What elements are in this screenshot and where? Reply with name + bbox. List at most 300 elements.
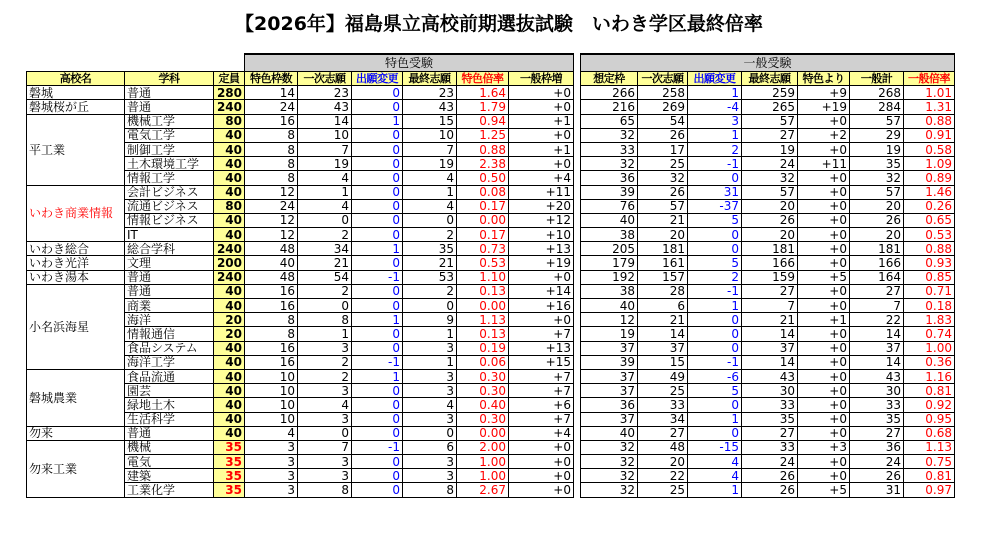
quota-cell: 40 [214, 426, 245, 440]
special-slots-cell: 12 [245, 185, 298, 199]
department-name: 建築 [125, 469, 214, 483]
general-first-apply-cell: 28 [638, 284, 688, 298]
special-slots-cell: 4 [245, 426, 298, 440]
school-name: いわき湯本 [27, 270, 125, 284]
general-total-cell: 27 [850, 426, 904, 440]
general-first-apply-cell: 22 [638, 469, 688, 483]
expected-slots-cell: 32 [581, 157, 638, 171]
header-general-total: 一般計 [850, 72, 904, 86]
general-increase-cell: +13 [509, 242, 574, 256]
quota-cell: 200 [214, 256, 245, 270]
quota-cell: 40 [214, 341, 245, 355]
special-first-apply-cell: 7 [298, 440, 352, 454]
special-slots-cell: 16 [245, 341, 298, 355]
general-change-cell: 5 [688, 384, 742, 398]
school-name: 勿来工業 [27, 440, 125, 497]
special-slots-cell: 3 [245, 469, 298, 483]
special-change-cell: 0 [352, 199, 403, 213]
quota-cell: 40 [214, 128, 245, 142]
department-name: 会計ビジネス [125, 185, 214, 199]
quota-cell: 40 [214, 299, 245, 313]
special-first-apply-cell: 21 [298, 256, 352, 270]
column-header-row [27, 72, 955, 86]
general-increase-cell: +0 [509, 100, 574, 114]
special-ratio-cell: 0.08 [457, 185, 509, 199]
general-total-cell: 24 [850, 455, 904, 469]
general-final-cell: 33 [742, 398, 798, 412]
general-ratio-cell: 0.71 [904, 284, 955, 298]
quota-cell: 35 [214, 483, 245, 497]
school-name: 勿来 [27, 426, 125, 440]
general-ratio-cell: 1.13 [904, 440, 955, 454]
table-row [27, 100, 955, 114]
general-exam-group: 一般受験 [581, 54, 955, 72]
general-total-cell: 26 [850, 469, 904, 483]
from-special-cell: +0 [798, 355, 850, 369]
from-special-cell: +0 [798, 412, 850, 426]
general-first-apply-cell: 21 [638, 213, 688, 227]
general-increase-cell: +0 [509, 270, 574, 284]
special-ratio-cell: 0.00 [457, 426, 509, 440]
general-first-apply-cell: 161 [638, 256, 688, 270]
special-final-cell: 0 [403, 426, 457, 440]
general-change-cell: 0 [688, 313, 742, 327]
special-change-cell: 0 [352, 284, 403, 298]
from-special-cell: +0 [798, 242, 850, 256]
general-total-cell: 37 [850, 341, 904, 355]
quota-cell: 40 [214, 369, 245, 383]
from-special-cell: +0 [798, 455, 850, 469]
department-name: 食品システム [125, 341, 214, 355]
special-first-apply-cell: 0 [298, 299, 352, 313]
table-row [27, 142, 955, 156]
general-first-apply-cell: 34 [638, 412, 688, 426]
header-special-final: 最終志願 [403, 72, 457, 86]
general-increase-cell: +20 [509, 199, 574, 213]
special-first-apply-cell: 4 [298, 398, 352, 412]
special-slots-cell: 8 [245, 142, 298, 156]
general-first-apply-cell: 21 [638, 313, 688, 327]
special-change-cell: 0 [352, 100, 403, 114]
special-slots-cell: 24 [245, 199, 298, 213]
general-change-cell: -1 [688, 157, 742, 171]
expected-slots-cell: 32 [581, 440, 638, 454]
general-increase-cell: +7 [509, 369, 574, 383]
expected-slots-cell: 76 [581, 199, 638, 213]
general-first-apply-cell: 181 [638, 242, 688, 256]
special-final-cell: 23 [403, 86, 457, 100]
general-final-cell: 20 [742, 199, 798, 213]
special-slots-cell: 8 [245, 157, 298, 171]
special-ratio-cell: 0.13 [457, 327, 509, 341]
general-change-cell: 1 [688, 299, 742, 313]
general-final-cell: 26 [742, 483, 798, 497]
general-total-cell: 166 [850, 256, 904, 270]
special-final-cell: 4 [403, 398, 457, 412]
general-total-cell: 284 [850, 100, 904, 114]
special-slots-cell: 8 [245, 313, 298, 327]
special-change-cell: 0 [352, 157, 403, 171]
general-final-cell: 26 [742, 469, 798, 483]
special-final-cell: 3 [403, 384, 457, 398]
expected-slots-cell: 19 [581, 327, 638, 341]
special-first-apply-cell: 2 [298, 284, 352, 298]
special-slots-cell: 8 [245, 128, 298, 142]
table-row [27, 384, 955, 398]
header-expected-slots: 想定枠 [581, 72, 638, 86]
special-first-apply-cell: 43 [298, 100, 352, 114]
special-slots-cell: 16 [245, 355, 298, 369]
from-special-cell: +0 [798, 369, 850, 383]
general-change-cell: 0 [688, 228, 742, 242]
general-total-cell: 7 [850, 299, 904, 313]
header-general-change: 出願変更 [688, 72, 742, 86]
special-ratio-cell: 1.79 [457, 100, 509, 114]
table-row [27, 440, 955, 454]
from-special-cell: +19 [798, 100, 850, 114]
general-final-cell: 14 [742, 355, 798, 369]
department-name: 機械工学 [125, 114, 214, 128]
special-first-apply-cell: 3 [298, 469, 352, 483]
general-first-apply-cell: 57 [638, 199, 688, 213]
general-increase-cell: +0 [509, 440, 574, 454]
from-special-cell: +0 [798, 114, 850, 128]
department-name: 総合学科 [125, 242, 214, 256]
special-final-cell: 3 [403, 369, 457, 383]
special-ratio-cell: 0.30 [457, 412, 509, 426]
from-special-cell: +0 [798, 284, 850, 298]
special-change-cell: 0 [352, 341, 403, 355]
general-ratio-cell: 0.92 [904, 398, 955, 412]
general-first-apply-cell: 157 [638, 270, 688, 284]
special-change-cell: 0 [352, 86, 403, 100]
special-slots-cell: 10 [245, 369, 298, 383]
expected-slots-cell: 36 [581, 171, 638, 185]
general-ratio-cell: 0.36 [904, 355, 955, 369]
table-row [27, 157, 955, 171]
header-quota: 定員 [214, 72, 245, 86]
special-change-cell: 1 [352, 242, 403, 256]
special-ratio-cell: 1.13 [457, 313, 509, 327]
general-first-apply-cell: 33 [638, 398, 688, 412]
department-name: 情報ビジネス [125, 213, 214, 227]
department-name: IT [125, 228, 214, 242]
general-ratio-cell: 0.65 [904, 213, 955, 227]
special-slots-cell: 3 [245, 483, 298, 497]
special-first-apply-cell: 8 [298, 313, 352, 327]
expected-slots-cell: 33 [581, 142, 638, 156]
general-final-cell: 27 [742, 128, 798, 142]
special-change-cell: 0 [352, 384, 403, 398]
special-first-apply-cell: 19 [298, 157, 352, 171]
special-slots-cell: 12 [245, 228, 298, 242]
general-final-cell: 24 [742, 455, 798, 469]
special-change-cell: 1 [352, 313, 403, 327]
general-final-cell: 20 [742, 228, 798, 242]
general-increase-cell: +13 [509, 341, 574, 355]
expected-slots-cell: 266 [581, 86, 638, 100]
general-change-cell: -6 [688, 369, 742, 383]
special-ratio-cell: 0.73 [457, 242, 509, 256]
special-ratio-cell: 0.40 [457, 398, 509, 412]
general-change-cell: 1 [688, 412, 742, 426]
school-name: 磐城 [27, 86, 125, 100]
table-row [27, 270, 955, 284]
special-slots-cell: 24 [245, 100, 298, 114]
table-row [27, 199, 955, 213]
special-slots-cell: 16 [245, 299, 298, 313]
general-first-apply-cell: 14 [638, 327, 688, 341]
department-name: 情報工学 [125, 171, 214, 185]
expected-slots-cell: 216 [581, 100, 638, 114]
from-special-cell: +0 [798, 213, 850, 227]
header-special-slots: 特色枠数 [245, 72, 298, 86]
general-increase-cell: +1 [509, 114, 574, 128]
special-first-apply-cell: 2 [298, 355, 352, 369]
general-change-cell: 5 [688, 213, 742, 227]
from-special-cell: +0 [798, 341, 850, 355]
special-ratio-cell: 2.00 [457, 440, 509, 454]
general-ratio-cell: 1.09 [904, 157, 955, 171]
general-final-cell: 159 [742, 270, 798, 284]
header-general-increase: 一般枠増 [509, 72, 574, 86]
general-change-cell: 1 [688, 86, 742, 100]
general-change-cell: 0 [688, 341, 742, 355]
general-ratio-cell: 0.89 [904, 171, 955, 185]
department-name: 流通ビジネス [125, 199, 214, 213]
general-final-cell: 21 [742, 313, 798, 327]
special-final-cell: 4 [403, 199, 457, 213]
special-change-cell: 0 [352, 483, 403, 497]
special-slots-cell: 8 [245, 171, 298, 185]
special-final-cell: 1 [403, 355, 457, 369]
school-name: いわき商業情報 [27, 185, 125, 242]
quota-cell: 40 [214, 142, 245, 156]
special-first-apply-cell: 0 [298, 426, 352, 440]
general-ratio-cell: 1.83 [904, 313, 955, 327]
table-row [27, 426, 955, 440]
special-final-cell: 1 [403, 185, 457, 199]
special-first-apply-cell: 1 [298, 327, 352, 341]
special-first-apply-cell: 10 [298, 128, 352, 142]
department-name: 電気 [125, 455, 214, 469]
quota-cell: 40 [214, 398, 245, 412]
special-change-cell: 0 [352, 213, 403, 227]
special-change-cell: 0 [352, 426, 403, 440]
general-total-cell: 33 [850, 398, 904, 412]
general-change-cell: 3 [688, 114, 742, 128]
special-first-apply-cell: 54 [298, 270, 352, 284]
general-ratio-cell: 1.46 [904, 185, 955, 199]
table-row [27, 341, 955, 355]
general-change-cell: -4 [688, 100, 742, 114]
from-special-cell: +0 [798, 327, 850, 341]
page-title: 【2026年】福島県立高校前期選抜試験 いわき学区最終倍率 [235, 13, 763, 35]
special-ratio-cell: 1.25 [457, 128, 509, 142]
general-increase-cell: +4 [509, 171, 574, 185]
general-change-cell: 0 [688, 426, 742, 440]
header-special-ratio: 特色倍率 [457, 72, 509, 86]
general-final-cell: 27 [742, 426, 798, 440]
department-name: 土木環境工学 [125, 157, 214, 171]
general-increase-cell: +15 [509, 355, 574, 369]
expected-slots-cell: 205 [581, 242, 638, 256]
special-final-cell: 3 [403, 455, 457, 469]
general-ratio-cell: 0.88 [904, 242, 955, 256]
general-first-apply-cell: 25 [638, 384, 688, 398]
department-name: 普通 [125, 86, 214, 100]
expected-slots-cell: 40 [581, 299, 638, 313]
quota-cell: 280 [214, 86, 245, 100]
general-ratio-cell: 0.58 [904, 142, 955, 156]
special-slots-cell: 16 [245, 114, 298, 128]
general-final-cell: 26 [742, 213, 798, 227]
special-ratio-cell: 0.88 [457, 142, 509, 156]
general-total-cell: 31 [850, 483, 904, 497]
general-ratio-cell: 0.75 [904, 455, 955, 469]
table-row [27, 313, 955, 327]
department-name: 情報通信 [125, 327, 214, 341]
special-change-cell: -1 [352, 440, 403, 454]
department-name: 食品流通 [125, 369, 214, 383]
from-special-cell: +5 [798, 483, 850, 497]
general-increase-cell: +14 [509, 284, 574, 298]
special-slots-cell: 14 [245, 86, 298, 100]
general-final-cell: 181 [742, 242, 798, 256]
expected-slots-cell: 37 [581, 384, 638, 398]
table-row [27, 412, 955, 426]
general-increase-cell: +12 [509, 213, 574, 227]
table-row [27, 284, 955, 298]
from-special-cell: +0 [798, 185, 850, 199]
table-row [27, 355, 955, 369]
expected-slots-cell: 38 [581, 228, 638, 242]
ratio-table [26, 53, 955, 498]
special-change-cell: 0 [352, 185, 403, 199]
from-special-cell: +0 [798, 469, 850, 483]
special-ratio-cell: 0.17 [457, 199, 509, 213]
general-change-cell: -15 [688, 440, 742, 454]
header-school: 高校名 [27, 72, 125, 86]
special-ratio-cell: 0.53 [457, 256, 509, 270]
general-total-cell: 19 [850, 142, 904, 156]
table-row [27, 213, 955, 227]
special-change-cell: 1 [352, 114, 403, 128]
table-row [27, 228, 955, 242]
general-total-cell: 35 [850, 157, 904, 171]
special-final-cell: 2 [403, 228, 457, 242]
special-change-cell: 0 [352, 469, 403, 483]
general-total-cell: 14 [850, 327, 904, 341]
quota-cell: 40 [214, 384, 245, 398]
header-general-first-apply: 一次志願 [638, 72, 688, 86]
department-name: 普通 [125, 284, 214, 298]
general-first-apply-cell: 26 [638, 128, 688, 142]
special-final-cell: 43 [403, 100, 457, 114]
general-change-cell: 4 [688, 469, 742, 483]
table-row [27, 171, 955, 185]
department-name: 生活科学 [125, 412, 214, 426]
general-increase-cell: +7 [509, 327, 574, 341]
special-first-apply-cell: 3 [298, 384, 352, 398]
school-name: 小名浜海星 [27, 284, 125, 369]
from-special-cell: +0 [798, 171, 850, 185]
from-special-cell: +0 [798, 142, 850, 156]
header-special-change: 出願変更 [352, 72, 403, 86]
special-ratio-cell: 2.67 [457, 483, 509, 497]
general-ratio-cell: 1.31 [904, 100, 955, 114]
quota-cell: 40 [214, 228, 245, 242]
department-name: 普通 [125, 270, 214, 284]
department-name: 普通 [125, 426, 214, 440]
expected-slots-cell: 39 [581, 355, 638, 369]
special-final-cell: 35 [403, 242, 457, 256]
general-change-cell: 0 [688, 327, 742, 341]
general-increase-cell: +1 [509, 142, 574, 156]
special-ratio-cell: 0.13 [457, 284, 509, 298]
from-special-cell: +0 [798, 256, 850, 270]
special-final-cell: 7 [403, 142, 457, 156]
special-slots-cell: 10 [245, 412, 298, 426]
general-change-cell: -1 [688, 355, 742, 369]
special-final-cell: 0 [403, 213, 457, 227]
special-ratio-cell: 0.06 [457, 355, 509, 369]
special-final-cell: 3 [403, 412, 457, 426]
quota-cell: 20 [214, 313, 245, 327]
general-ratio-cell: 0.81 [904, 469, 955, 483]
special-final-cell: 19 [403, 157, 457, 171]
general-total-cell: 268 [850, 86, 904, 100]
expected-slots-cell: 65 [581, 114, 638, 128]
special-first-apply-cell: 3 [298, 412, 352, 426]
quota-cell: 35 [214, 455, 245, 469]
special-slots-cell: 3 [245, 455, 298, 469]
special-final-cell: 3 [403, 341, 457, 355]
quota-cell: 40 [214, 355, 245, 369]
school-name: いわき光洋 [27, 256, 125, 270]
general-change-cell: -1 [688, 284, 742, 298]
general-total-cell: 26 [850, 213, 904, 227]
department-name: 電気工学 [125, 128, 214, 142]
special-first-apply-cell: 23 [298, 86, 352, 100]
special-slots-cell: 10 [245, 398, 298, 412]
general-first-apply-cell: 258 [638, 86, 688, 100]
expected-slots-cell: 38 [581, 284, 638, 298]
special-final-cell: 6 [403, 440, 457, 454]
quota-cell: 40 [214, 213, 245, 227]
school-name: 磐城桜が丘 [27, 100, 125, 114]
from-special-cell: +11 [798, 157, 850, 171]
general-final-cell: 259 [742, 86, 798, 100]
special-final-cell: 53 [403, 270, 457, 284]
special-final-cell: 21 [403, 256, 457, 270]
special-ratio-cell: 0.19 [457, 341, 509, 355]
general-ratio-cell: 0.81 [904, 384, 955, 398]
special-ratio-cell: 0.94 [457, 114, 509, 128]
general-final-cell: 14 [742, 327, 798, 341]
quota-cell: 240 [214, 270, 245, 284]
general-first-apply-cell: 20 [638, 455, 688, 469]
special-change-cell: 0 [352, 412, 403, 426]
header-special-first-apply: 一次志願 [298, 72, 352, 86]
general-ratio-cell: 0.53 [904, 228, 955, 242]
general-change-cell: 2 [688, 270, 742, 284]
table-row [27, 469, 955, 483]
table-row [27, 455, 955, 469]
special-ratio-cell: 0.50 [457, 171, 509, 185]
general-final-cell: 27 [742, 284, 798, 298]
general-first-apply-cell: 54 [638, 114, 688, 128]
